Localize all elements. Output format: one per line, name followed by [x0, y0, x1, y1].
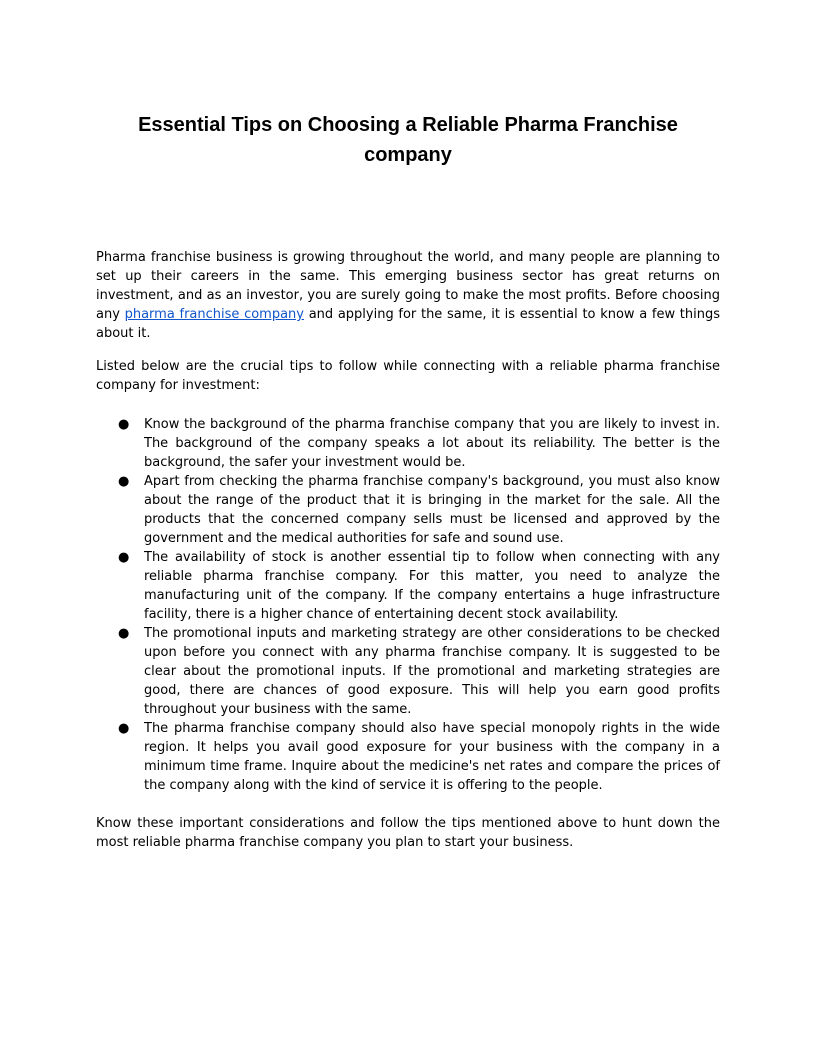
intro-text-after-link: and applying for the same, it is essential to know a few things about it.	[96, 307, 720, 341]
bullet-icon: ●	[118, 417, 130, 432]
tip-item-5	[96, 719, 720, 795]
tip-item-3	[96, 548, 720, 624]
bullet-icon: ●	[118, 626, 130, 641]
tip-text: The pharma franchise company should also have special monopoly rights in the wide region. It helps you avail good exposure for your business with the company in a minimum time frame. Inquire about the medicine's net rates and compare the prices of the company along with the kind of service it is offering to the people.	[144, 721, 720, 793]
intro-paragraph	[96, 248, 720, 343]
listed-intro-paragraph: Listed below are the crucial tips to follow while connecting with a reliable pharma franchise company for investment:	[96, 359, 720, 393]
tip-text: The availability of stock is another essential tip to follow when connecting with any reliable pharma franchise company. For this matter, you need to analyze the manufacturing unit of the company. If the company entertains a huge infrastructure facility, there is a higher chance of entertaining decent stock availability.	[144, 550, 720, 622]
tip-item-2	[96, 472, 720, 548]
tip-text: The promotional inputs and marketing strategy are other considerations to be checked upon before you connect with any pharma franchise company. It is suggested to be clear about the promotional inputs. If the promotional and marketing strategies are good, there are chances of good exposure. This will help you earn good profits throughout your business with the same.	[144, 626, 720, 717]
tip-text: Apart from checking the pharma franchise company's background, you must also know about the range of the product that it is bringing in the market for the sale. All the products that the concerned company sells must be licensed and approved by the government and the medical authorities for safe and sound use.	[144, 474, 720, 546]
document-title: Essential Tips on Choosing a Reliable Pharma Franchise company	[138, 114, 678, 166]
pharma-franchise-company-link[interactable]: pharma franchise company	[124, 307, 304, 322]
bullet-icon: ●	[118, 550, 130, 565]
tip-item-1	[96, 415, 720, 472]
tip-text: Know the background of the pharma franchise company that you are likely to invest in. The background of the company speaks a lot about its reliability. The better is the background, the safer your investment would be.	[144, 417, 720, 470]
tip-item-4	[96, 624, 720, 719]
title-spacer	[96, 170, 720, 248]
intro-text-before-link: Pharma franchise business is growing throughout the world, and many people are planning to set up their careers in the same. This emerging business sector has great returns on investment, and as an investor, you are surely going to make the most profits. Before choosing any	[96, 250, 720, 322]
bullet-icon: ●	[118, 721, 130, 736]
bullet-icon: ●	[118, 474, 130, 489]
document-page	[96, 110, 720, 866]
tips-list	[96, 415, 720, 795]
conclusion-paragraph: Know these important considerations and follow the tips mentioned above to hunt down the most reliable pharma franchise company you plan to start your business.	[96, 816, 720, 850]
